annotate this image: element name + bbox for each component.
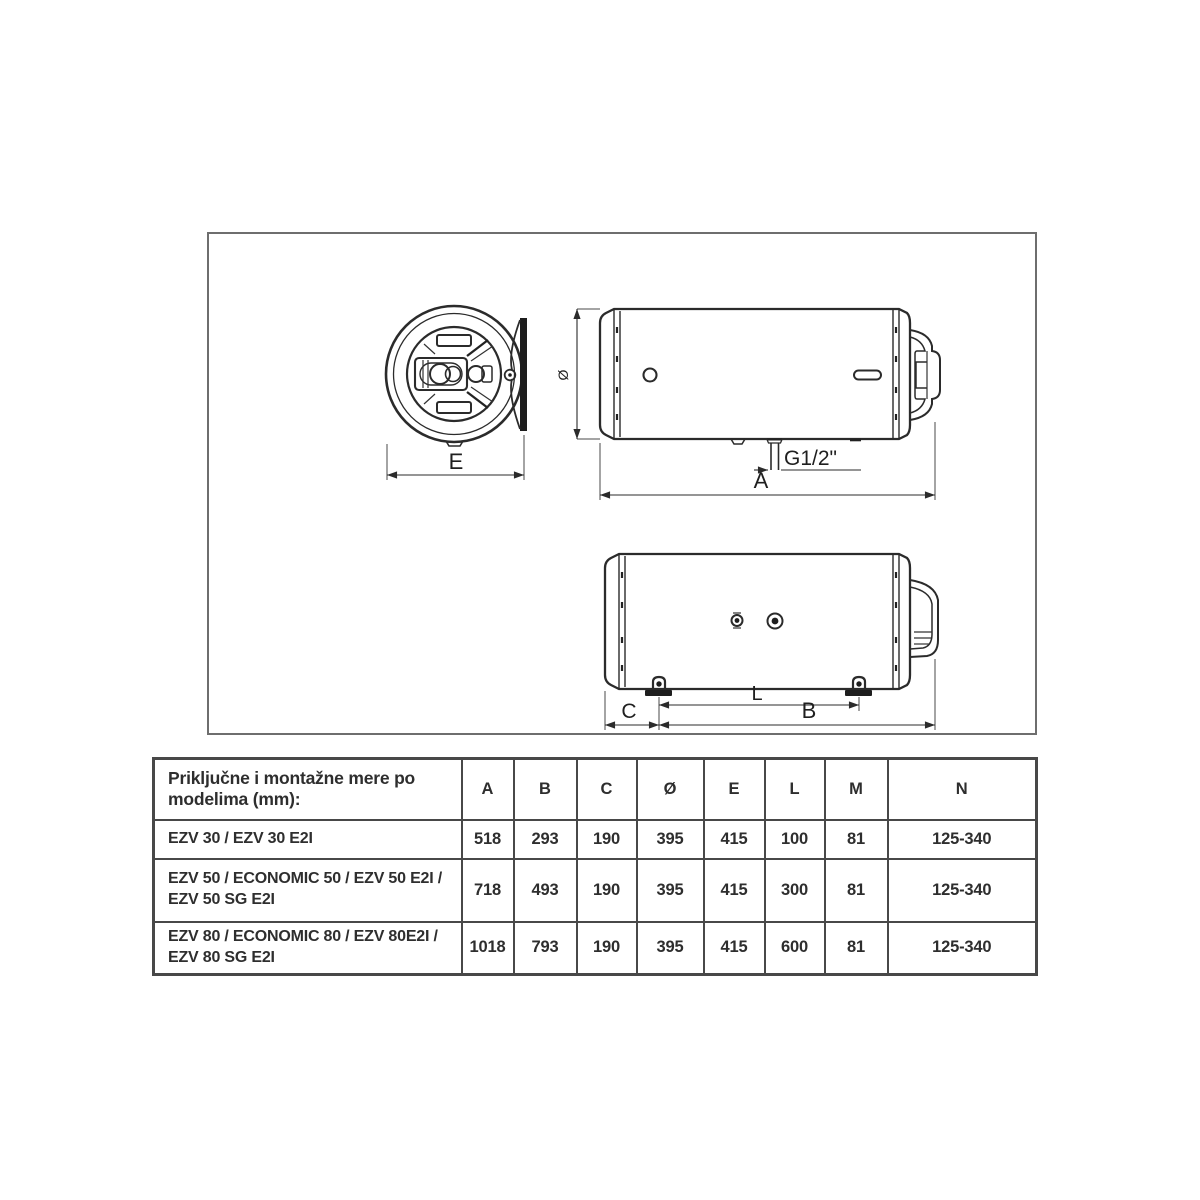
value-cell: 190 [577,859,637,922]
value-cell: 600 [765,922,825,975]
col-header-b: B [514,759,577,820]
value-cell: 293 [514,820,577,859]
value-cell: 493 [514,859,577,922]
value-cell: 1018 [462,922,514,975]
model-name: EZV 80 / ECONOMIC 80 / EZV 80E2I / EZV 80 SG E2I [154,922,462,975]
value-cell: 395 [637,922,704,975]
table-title: Priključne i montažne mere po modelima (mm): [154,759,462,820]
value-cell: 793 [514,922,577,975]
value-cell: 125-340 [888,922,1037,975]
anode-port [644,369,657,382]
g12-pipe [767,440,782,471]
front-view [386,306,527,480]
bottom-fittings [732,613,783,629]
col-header-diameter: Ø [637,759,704,820]
value-cell: 125-340 [888,820,1037,859]
boiler-drawing [209,234,1035,733]
table-row [154,922,1037,975]
table-row [154,820,1037,859]
value-cell: 718 [462,859,514,922]
dim-label-b: B [801,698,817,723]
value-cell: 518 [462,820,514,859]
bottom-mount-bracket [910,580,938,657]
value-cell: 100 [765,820,825,859]
value-cell: 415 [704,859,765,922]
dim-label-a: A [753,468,769,493]
value-cell: 190 [577,820,637,859]
col-header-c: C [577,759,637,820]
spec-table [152,757,1038,976]
dim-label-e: E [448,449,464,474]
value-cell: 190 [577,922,637,975]
col-header-e: E [704,759,765,820]
side-mount-bracket [910,330,940,420]
drawing-panel [207,232,1037,735]
value-cell: 395 [637,859,704,922]
model-name: EZV 30 / EZV 30 E2I [154,820,462,859]
bottom-view [605,554,938,730]
col-header-l: L [765,759,825,820]
table-row [154,859,1037,922]
value-cell: 300 [765,859,825,922]
dim-label-l: L [751,683,763,705]
col-header-m: M [825,759,888,820]
dim-label-g12: G1/2" [784,447,837,470]
value-cell: 415 [704,820,765,859]
value-cell: 81 [825,922,888,975]
col-header-n: N [888,759,1037,820]
value-cell: 395 [637,820,704,859]
value-cell: 415 [704,922,765,975]
value-cell: 81 [825,859,888,922]
col-header-a: A [462,759,514,820]
side-view [555,309,940,500]
model-name: EZV 50 / ECONOMIC 50 / EZV 50 E2I / EZV 50 SG E2I [154,859,462,922]
value-cell: 125-340 [888,859,1037,922]
dim-label-diameter: Ø [555,369,571,381]
dim-label-c: C [621,700,637,723]
value-cell: 81 [825,820,888,859]
table-header-row [154,759,1037,820]
label-slot [854,371,881,380]
